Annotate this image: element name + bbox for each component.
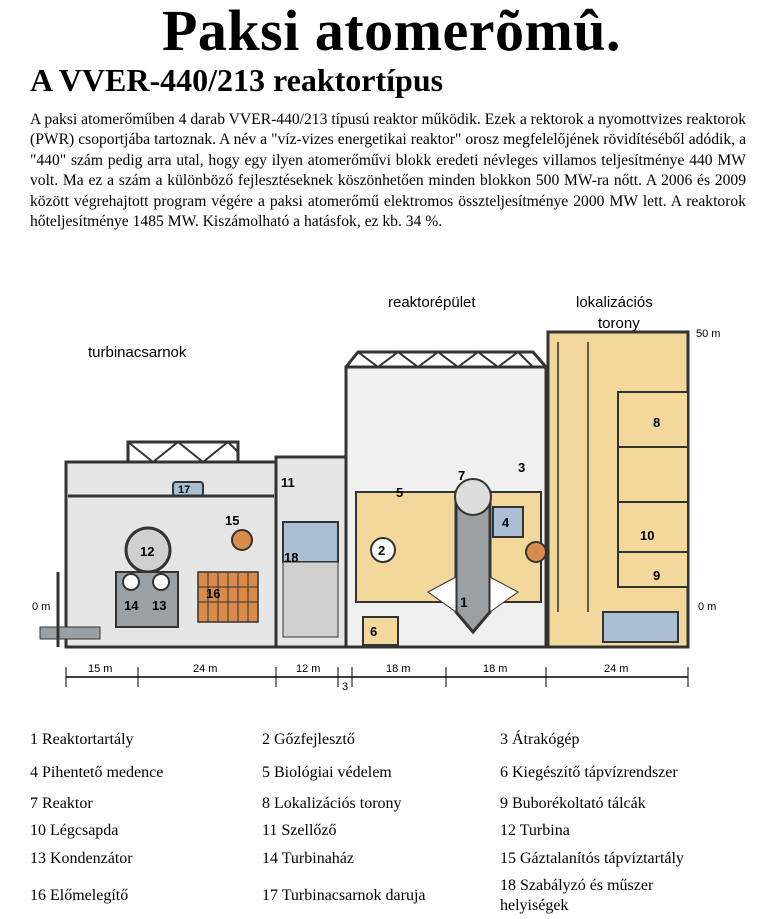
- legend-item-4: 4 Pihentető medence: [30, 764, 164, 781]
- dim-18m-b: 18 m: [483, 663, 508, 675]
- legend-item-18-cont: helyiségek: [500, 897, 569, 914]
- num-15: 15: [225, 513, 240, 528]
- num-12: 12: [140, 544, 155, 559]
- num-16: 16: [206, 586, 221, 601]
- page-subtitle: A VVER-440/213 reaktortípus: [30, 62, 444, 98]
- dim-24m-a: 24 m: [193, 663, 218, 675]
- num-11: 11: [281, 475, 295, 490]
- legend-item-10: 10 Légcsapda: [30, 822, 119, 839]
- num-3: 3: [518, 460, 526, 475]
- reactor-building: [346, 352, 546, 647]
- dim-15m: 15 m: [88, 663, 113, 675]
- legend-item-9: 9 Buborékoltató tálcák: [500, 795, 646, 812]
- legend-item-12: 12 Turbina: [500, 822, 570, 839]
- num-8: 8: [653, 415, 661, 430]
- plant-cross-section-diagram: [28, 282, 728, 692]
- makeup-water-6: [363, 617, 398, 645]
- num-18: 18: [284, 550, 299, 565]
- num-7: 7: [458, 468, 466, 483]
- turbine-hall-building: [40, 442, 276, 647]
- dim-3: 3: [342, 681, 349, 692]
- legend-item-15: 15 Gáztalanítós tápvíztartály: [500, 850, 684, 867]
- num-10: 10: [640, 528, 655, 543]
- num-14: 14: [124, 598, 139, 613]
- level-0m-left: 0 m: [32, 601, 51, 613]
- legend-item-11: 11 Szellőző: [262, 822, 337, 839]
- num-17: 17: [178, 484, 191, 496]
- legend-item-13: 13 Kondenzátor: [30, 850, 133, 867]
- dim-18m-a: 18 m: [386, 663, 411, 675]
- num-13: 13: [152, 598, 167, 613]
- page-title: Paksi atomerõmû.: [161, 0, 622, 63]
- label-loc-tower-2: torony: [598, 315, 640, 332]
- reactor-7: [455, 479, 491, 515]
- num-1: 1: [460, 594, 468, 610]
- label-turbine-hall: turbinacsarnok: [88, 344, 187, 361]
- dim-24m-b: 24 m: [604, 663, 629, 675]
- label-loc-tower-1: lokalizációs: [576, 294, 653, 311]
- num-5: 5: [396, 485, 404, 500]
- label-reactor-building: reaktorépület: [388, 294, 476, 311]
- intro-paragraph: A paksi atomerőműben 4 darab VVER-440/213 típusú reaktor működik. Ezek a rektorok a nyomottvizes reaktorok (PWR) csoportjába tartoznak. A név a "víz-vizes energetikai reaktor" orosz megfelelőjének rövidítéséből adódik, a "440" szám pedig arra utal, hogy egy ilyen atomerőművi blokk eredeti névleges villamos teljesítménye 440 MW volt. Ma ez a szám a különböző fejlesztéseknek köszönhetően minden blokkon 500 MW-ra nőtt. A 2006 és 2009 között végrehajtott program végére a paksi atomerőmű elektromos összteljesítménye 2000 MW lett. A reaktorok hőteljesítménye 1485 MW. Kiszámolható a hatásfok, ez kb. 34 %.: [30, 111, 746, 231]
- legend-item-1: 1 Reaktortartály: [30, 731, 134, 748]
- num-2: 2: [378, 543, 386, 558]
- legend-item-7: 7 Reaktor: [30, 795, 93, 812]
- legend-item-17: 17 Turbinacsarnok daruja: [262, 887, 426, 904]
- legend-item-16: 16 Előmelegítő: [30, 887, 129, 904]
- legend-item-2: 2 Gőzfejlesztő: [262, 731, 355, 748]
- legend-item-18: 18 Szabályzó és műszer: [500, 877, 654, 894]
- num-6: 6: [370, 624, 378, 639]
- num-9: 9: [653, 568, 661, 583]
- level-50m: 50 m: [696, 328, 721, 340]
- legend-item-8: 8 Lokalizációs torony: [262, 795, 402, 812]
- level-0m-right: 0 m: [698, 601, 717, 613]
- legend-item-6: 6 Kiegészítő tápvízrendszer: [500, 764, 678, 781]
- legend-item-3: 3 Átrakógép: [500, 731, 580, 748]
- num-4: 4: [502, 515, 510, 530]
- deaerator-15: [232, 530, 252, 550]
- legend-item-5: 5 Biológiai védelem: [262, 764, 392, 781]
- localization-tower: [548, 332, 688, 647]
- legend-item-14: 14 Turbinaház: [262, 850, 354, 867]
- dim-12m: 12 m: [296, 663, 321, 675]
